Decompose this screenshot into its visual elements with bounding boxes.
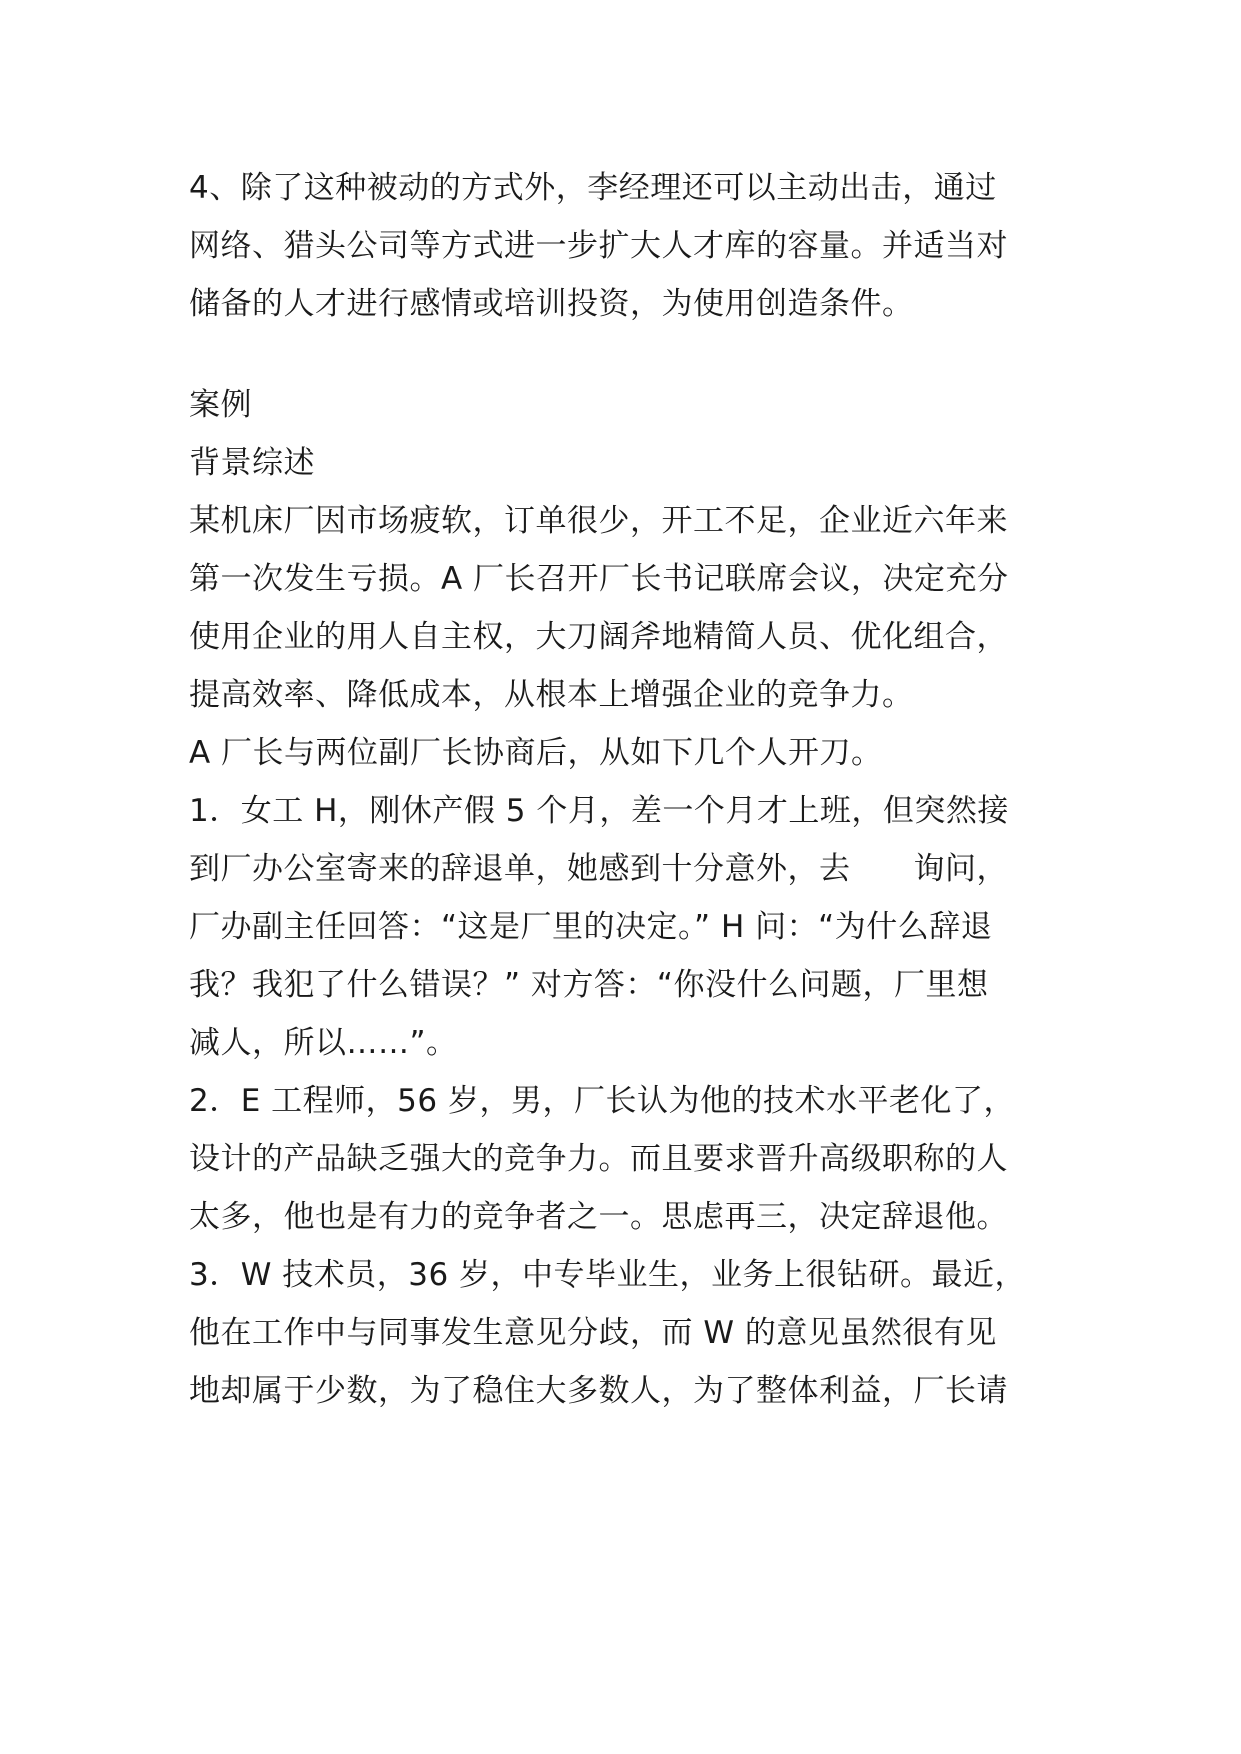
paragraph-line: A 厂长与两位副厂长协商后，从如下几个人开刀。	[189, 735, 883, 771]
paragraph-line: 1．女工 H，刚休产假 5 个月，差一个月才上班，但突然接	[189, 793, 1009, 829]
paragraph-line: 减人，所以……”。	[189, 1025, 458, 1061]
paragraph-line: 储备的人才进行感情或培训投资，为使用创造条件。	[189, 286, 914, 322]
paragraph-line: 4、除了这种被动的方式外，李经理还可以主动出击，通过	[189, 170, 997, 206]
paragraph-line: 3．W 技术员，36 岁，中专毕业生，业务上很钻研。最近，	[189, 1257, 1027, 1293]
paragraph-line: 厂办副主任回答：“这是厂里的决定。” H 问：“为什么辞退	[189, 909, 993, 945]
paragraph-line: 我？我犯了什么错误？” 对方答：“你没什么问题，厂里想	[189, 967, 989, 1003]
paragraph-line: 网络、猎头公司等方式进一步扩大人才库的容量。并适当对	[189, 228, 1008, 264]
paragraph-line: 他在工作中与同事发生意见分歧，而 W 的意见虽然很有见	[189, 1315, 997, 1351]
paragraph-line: 2．E 工程师，56 岁，男，厂长认为他的技术水平老化了，	[189, 1083, 1015, 1119]
paragraph-line: 某机床厂因市场疲软，订单很少，开工不足，企业近六年来	[189, 503, 1008, 539]
section-subheading: 背景综述	[189, 445, 315, 481]
section-heading: 案例	[189, 387, 252, 423]
paragraph-line: 太多，他也是有力的竞争者之一。思虑再三，决定辞退他。	[189, 1199, 1008, 1235]
paragraph-line: 地却属于少数，为了稳住大多数人，为了整体利益，厂长请	[189, 1373, 1008, 1409]
paragraph-line: 到厂办公室寄来的辞退单，她感到十分意外，去 询问，	[189, 851, 1008, 887]
paragraph-line: 提高效率、降低成本，从根本上增强企业的竞争力。	[189, 677, 914, 713]
paragraph-line: 第一次发生亏损。A 厂长召开厂长书记联席会议，决定充分	[189, 561, 1009, 597]
paragraph-line: 设计的产品缺乏强大的竞争力。而且要求晋升高级职称的人	[189, 1141, 1008, 1177]
paragraph-line: 使用企业的用人自主权，大刀阔斧地精简人员、优化组合，	[189, 619, 1008, 655]
